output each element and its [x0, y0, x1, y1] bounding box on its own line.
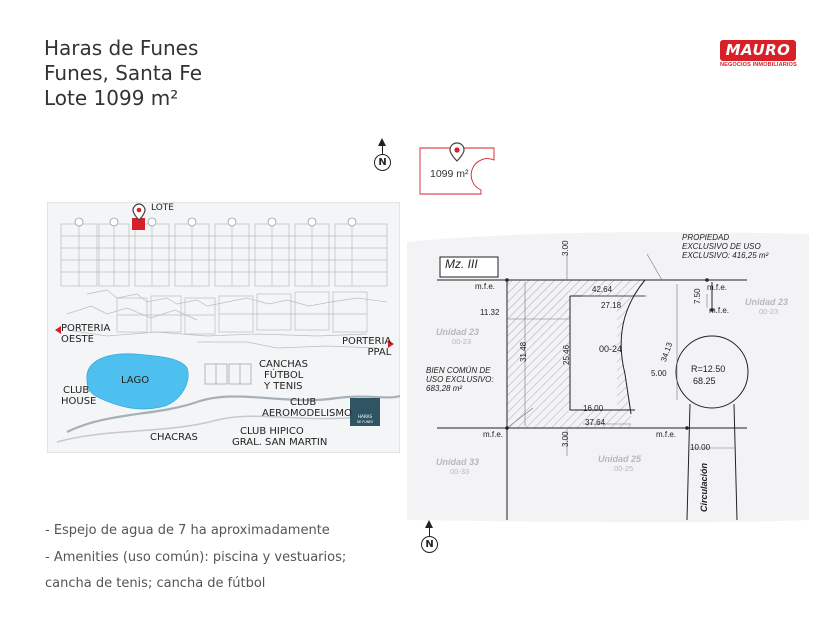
note-line: cancha de tenis; cancha de fútbol	[45, 576, 266, 591]
aeromodelismo-label: CLUB AEROMODELISMO	[262, 397, 352, 419]
canchas-label: CANCHAS FÚTBOL Y TENIS	[259, 359, 308, 392]
chacras-label: CHACRAS	[150, 432, 198, 443]
mfe-label-1: m.f.e.	[707, 283, 728, 292]
manzana-label: Mz. III	[445, 257, 478, 271]
dim-3413: 34.13	[659, 341, 675, 364]
dim-3148: 31.48	[519, 341, 528, 362]
dim-1600: 16.00	[583, 404, 604, 413]
dim-500: 5.00	[651, 369, 667, 378]
dim-4264: 42.64	[592, 285, 613, 294]
lote-pin-label: LOTE	[151, 203, 174, 213]
unidad-23-right: Unidad 23 00-23	[745, 297, 789, 316]
dim-1000: 10.00	[690, 443, 711, 452]
dim-2546: 25.46	[562, 344, 571, 365]
arco-label: 68.25	[693, 376, 716, 386]
porteria-oeste-label: PORTERIA OESTE	[61, 323, 111, 345]
club-hipico-label: CLUB HIPICO GRAL. SAN MARTIN	[232, 426, 328, 448]
title-line-lot: Lote 1099 m²	[44, 86, 179, 110]
title-line-development: Haras de Funes	[44, 36, 199, 60]
dim-300-top: 3.00	[561, 240, 570, 256]
mfe-label-2: m.f.e.	[709, 306, 730, 315]
north-compass-icon: N	[374, 138, 392, 172]
dim-750: 7.50	[693, 288, 702, 304]
north-compass-icon-2: N	[421, 520, 439, 554]
lago-label: LAGO	[121, 375, 150, 386]
dim-300-bottom: 3.00	[561, 431, 570, 447]
bien-comun-label: BIEN COMÚN DE USO EXCLUSIVO: 683,28 m²	[426, 366, 494, 393]
brand-tagline: NEGOCIOS INMOBILIARIOS	[720, 62, 797, 68]
lot-area-label: 1099 m²	[430, 168, 469, 180]
unidad-33: Unidad 33 00-33	[436, 457, 480, 476]
map-pin-icon	[450, 143, 464, 161]
title-line-location: Funes, Santa Fe	[44, 61, 202, 85]
unidad-25: Unidad 25 00-25	[598, 454, 642, 473]
brand-name: MAURO	[725, 41, 791, 59]
mfe-label-5: m.f.e.	[656, 430, 677, 439]
mfe-label-4: m.f.e.	[483, 430, 504, 439]
brand-logo	[720, 40, 796, 74]
svg-text:HARAS: HARAS	[357, 414, 373, 419]
svg-text:DE FUNES: DE FUNES	[356, 420, 374, 424]
unidad-23-left: Unidad 23 00-23	[436, 327, 480, 346]
circulacion-label: Circulación	[699, 462, 709, 512]
lote-id-label: 00-24	[599, 344, 623, 354]
note-line: - Amenities (uso común): piscina y vestuarios;	[45, 549, 347, 565]
radio-label: R=12.50	[691, 364, 726, 374]
dim-1132: 11.32	[480, 308, 500, 317]
note-line: - Espejo de agua de 7 ha aproximadamente	[45, 523, 330, 538]
propiedad-label: PROPIEDAD EXCLUSIVO DE USO EXCLUSIVO: 416,25 m²	[682, 233, 769, 260]
page-title	[44, 36, 202, 111]
dim-3764: 37.64	[585, 418, 606, 427]
amenities-notes	[45, 518, 346, 598]
club-house-label: CLUB HOUSE	[61, 385, 97, 407]
porteria-ppal-label: PORTERIA PPAL	[342, 336, 392, 358]
mfe-label-3: m.f.e.	[475, 282, 496, 291]
dim-2718: 27.18	[601, 301, 622, 310]
